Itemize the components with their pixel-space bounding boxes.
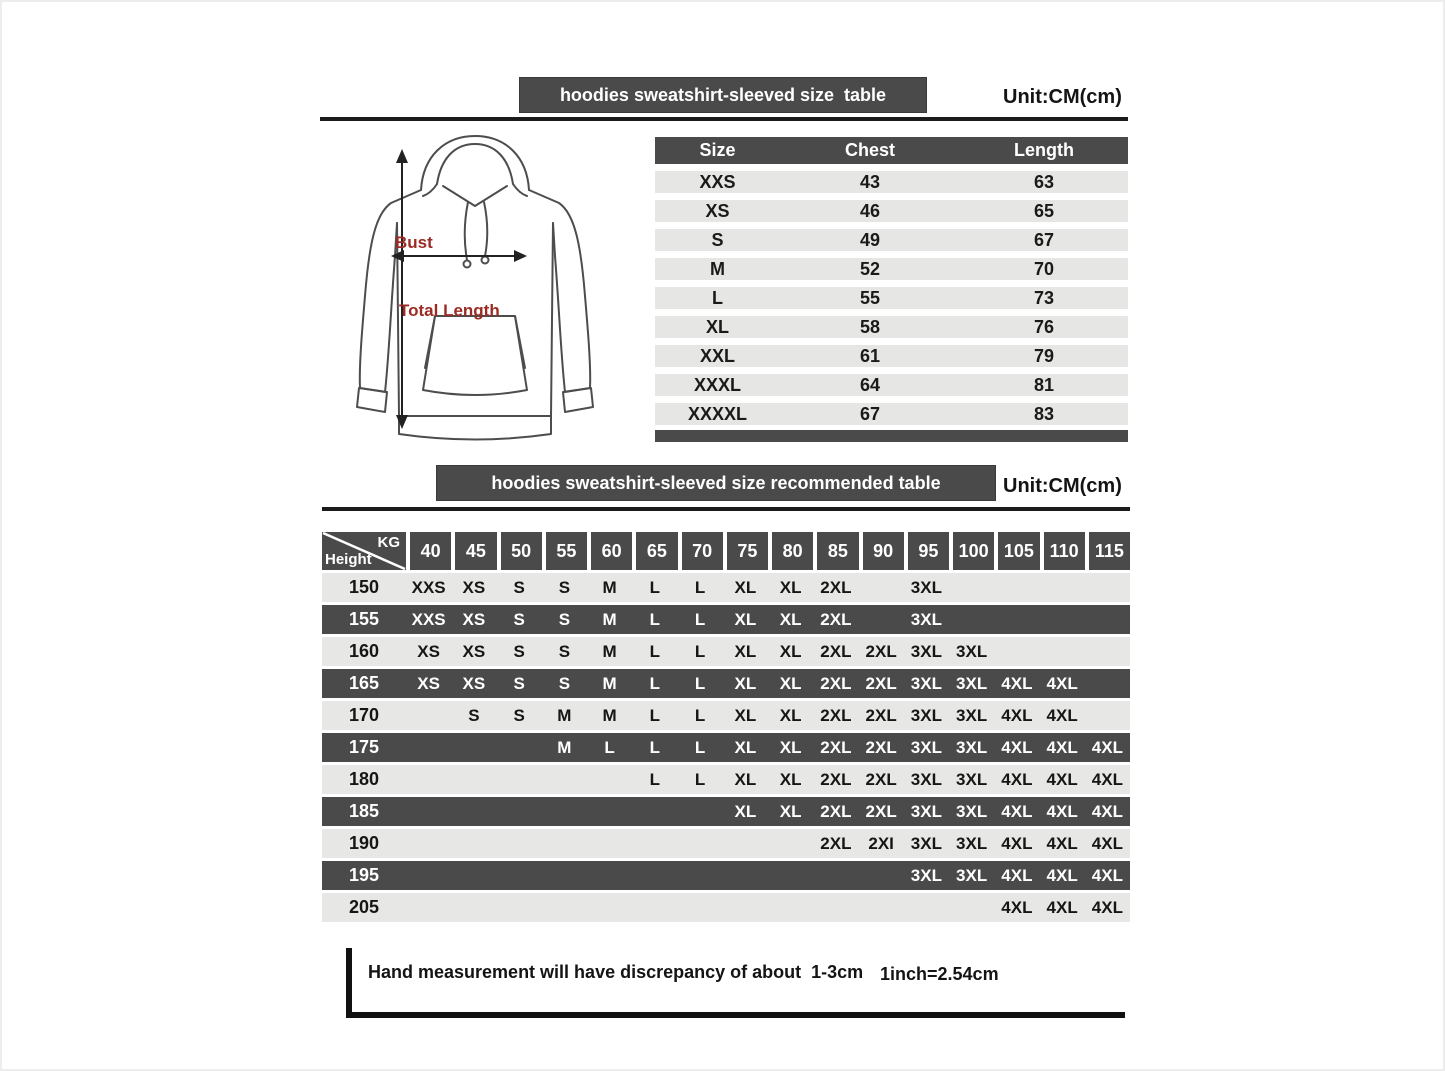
matrix-body [322, 573, 1130, 922]
total-length-label: Total Length [399, 301, 500, 320]
size-recommendation-cell: XXS [411, 577, 446, 597]
bust-label: Bust [395, 233, 433, 252]
drawstring-left-tip [464, 261, 471, 268]
size-recommendation-cell: 4XL [1091, 801, 1123, 821]
height-label: 185 [348, 801, 380, 821]
corner-kg-label: KG [377, 534, 400, 551]
size-recommendation-cell: 3XL [910, 641, 942, 661]
measurement-discrepancy-note: Hand measurement will have discrepancy of about 1-3cm [368, 962, 864, 982]
size-recommendation-cell: XL [734, 673, 757, 693]
size-recommendation-cell: 4XL [1046, 897, 1078, 917]
size-recommendation-cell: 3XL [956, 641, 988, 661]
kg-header-cell: 95 [908, 532, 949, 570]
size-recommendation-cell: 2XL [820, 769, 852, 789]
size-recommendation-cell: 3XL [956, 769, 988, 789]
cuff-right [563, 388, 593, 412]
size-recommendation-cell: 2XL [865, 641, 897, 661]
size-recommendation-cell: L [649, 705, 661, 725]
length-cell: 63 [1033, 171, 1055, 192]
size-table-banner-text: hoodies sweatshirt-sleeved size table [559, 84, 887, 105]
size-recommendation-cell: XXS [411, 609, 446, 629]
matrix-kg-header [322, 532, 1130, 570]
size-recommendation-cell: 2XI [868, 833, 894, 853]
size-cell: XXXXL [687, 403, 748, 424]
size-recommendation-cell: 4XL [1091, 737, 1123, 757]
size-recommendation-cell: 2XL [820, 673, 852, 693]
size-recommendation-cell: 4XL [1001, 897, 1033, 917]
inch-conversion-note: 1inch=2.54cm [880, 964, 999, 984]
size-recommendation-cell: XL [779, 641, 802, 661]
size-recommendation-cell: L [694, 737, 706, 757]
size-cell: XXS [699, 171, 736, 192]
size-recommendation-cell: XL [734, 641, 757, 661]
size-table-banner [520, 78, 926, 112]
size-recommendation-cell: 2XL [865, 801, 897, 821]
size-recommendation-cell: XS [462, 673, 486, 693]
chest-cell: 49 [859, 229, 881, 250]
size-recommendation-cell: L [649, 737, 661, 757]
recommended-size-matrix [322, 532, 1130, 922]
chest-cell: 43 [859, 171, 881, 192]
size-recommendation-cell: XL [779, 705, 802, 725]
hood-inner-rim [437, 144, 513, 184]
size-recommendation-cell: XS [462, 577, 486, 597]
size-recommendation-cell: XS [462, 641, 486, 661]
size-cell: XXL [699, 345, 735, 366]
length-cell: 83 [1033, 403, 1055, 424]
matrix-row-160 [322, 637, 1130, 666]
size-recommendation-cell: 4XL [1091, 833, 1123, 853]
size-recommendation-cell: 3XL [956, 705, 988, 725]
column-header-length: Length [1014, 140, 1074, 160]
height-label: 190 [348, 833, 380, 853]
kg-header-cell: 110 [1044, 532, 1085, 570]
length-cell: 81 [1033, 374, 1055, 395]
size-recommendation-cell: S [558, 641, 571, 661]
height-label: 155 [348, 609, 380, 629]
size-recommendation-cell: L [649, 769, 661, 789]
size-recommendation-cell: L [694, 705, 706, 725]
size-recommendation-cell: S [558, 673, 571, 693]
kg-header-cell: 90 [863, 532, 904, 570]
matrix-row-165 [322, 669, 1130, 698]
size-recommendation-cell: S [513, 705, 525, 725]
size-table-row [655, 229, 1128, 251]
size-table-header [655, 137, 1128, 164]
size-recommendation-cell: 3XL [910, 705, 942, 725]
size-recommendation-cell: M [602, 641, 617, 661]
kg-header-cell: 65 [636, 532, 677, 570]
size-recommendation-cell: 3XL [910, 673, 942, 693]
size-table-body [655, 171, 1128, 425]
size-table-row [655, 287, 1128, 309]
size-recommendation-cell: 4XL [1001, 833, 1033, 853]
size-recommendation-cell: XL [734, 737, 757, 757]
size-recommendation-cell: M [557, 705, 572, 725]
kg-header-cell: 75 [727, 532, 768, 570]
height-label: 205 [348, 897, 380, 917]
size-recommendation-cell: 3XL [910, 769, 942, 789]
size-cell: S [711, 229, 724, 250]
drawstring-right [484, 202, 487, 256]
divider-line-top [320, 117, 1128, 121]
size-recommendation-cell: M [557, 737, 572, 757]
height-label: 170 [348, 705, 380, 725]
size-cell: XS [705, 200, 730, 221]
size-recommendation-cell: 2XL [820, 737, 852, 757]
size-recommendation-cell: XS [462, 609, 486, 629]
size-recommendation-cell: S [558, 609, 571, 629]
size-table-row [655, 200, 1128, 222]
size-recommendation-cell: M [602, 609, 617, 629]
size-recommendation-cell: L [694, 641, 706, 661]
column-header-chest: Chest [844, 140, 895, 160]
recommended-table-banner [437, 466, 995, 500]
size-recommendation-cell: XL [734, 801, 757, 821]
size-recommendation-cell: S [513, 609, 525, 629]
sleeve-left [360, 190, 421, 392]
matrix-row-175 [322, 733, 1130, 762]
size-recommendation-cell: 4XL [1046, 737, 1078, 757]
drawstring-left [465, 202, 468, 260]
size-table-row [655, 374, 1128, 396]
height-label: 195 [348, 865, 380, 885]
kg-header-cell: 60 [591, 532, 632, 570]
size-table-footer-bar [655, 430, 1128, 442]
size-recommendation-cell: 2XL [820, 705, 852, 725]
size-recommendation-cell: 4XL [1046, 865, 1078, 885]
kangaroo-pocket [423, 316, 527, 395]
measurement-arrows [402, 161, 515, 418]
size-recommendation-cell: L [604, 737, 615, 757]
kg-header-cell: 115 [1089, 532, 1130, 570]
size-recommendation-cell: XS [417, 641, 440, 661]
chest-cell: 55 [859, 287, 881, 308]
kg-header-cell: 50 [501, 532, 542, 570]
size-recommendation-cell: 4XL [1001, 737, 1033, 757]
corner-height-label: Height [325, 551, 372, 568]
collar-v [443, 186, 507, 206]
height-label: 175 [348, 737, 380, 757]
size-recommendation-cell: 2XL [820, 801, 852, 821]
size-recommendation-cell: 3XL [910, 737, 942, 757]
matrix-row-180 [322, 765, 1130, 794]
size-recommendation-cell: L [649, 673, 661, 693]
size-recommendation-cell: 3XL [910, 577, 942, 597]
size-recommendation-cell: 3XL [956, 865, 988, 885]
matrix-row-205 [322, 893, 1130, 922]
size-recommendation-cell: L [694, 769, 706, 789]
size-recommendation-cell: XL [779, 673, 802, 693]
chest-cell: 52 [859, 258, 881, 279]
size-recommendation-cell: XL [779, 769, 802, 789]
matrix-row-150 [322, 573, 1130, 602]
size-table-row [655, 171, 1128, 193]
size-recommendation-cell: M [602, 705, 617, 725]
size-recommendation-cell: XL [734, 577, 757, 597]
size-recommendation-cell: 3XL [910, 865, 942, 885]
matrix-row-170 [322, 701, 1130, 730]
size-recommendation-cell: XL [779, 609, 802, 629]
length-cell: 65 [1033, 200, 1055, 221]
size-recommendation-cell: 3XL [956, 801, 988, 821]
size-recommendation-cell: 4XL [1091, 897, 1123, 917]
length-cell: 70 [1033, 258, 1055, 279]
size-recommendation-cell: 2XL [865, 705, 897, 725]
kg-header-cell: 70 [682, 532, 723, 570]
drawstring-right-tip [482, 257, 489, 264]
size-recommendation-cell: XL [734, 769, 757, 789]
kg-header-cell: 100 [953, 532, 994, 570]
size-recommendation-cell: 4XL [1046, 801, 1078, 821]
footer-left-bar [346, 948, 352, 1018]
size-recommendation-cell: 2XL [820, 609, 852, 629]
kg-header-cell: 105 [998, 532, 1039, 570]
size-recommendation-cell: 4XL [1046, 673, 1078, 693]
size-recommendation-cell: 4XL [1001, 769, 1033, 789]
size-recommendation-cell: 3XL [910, 609, 942, 629]
size-recommendation-cell: XS [417, 673, 440, 693]
divider-line-bottom [322, 507, 1130, 511]
size-table-row [655, 316, 1128, 338]
matrix-row-190 [322, 829, 1130, 858]
kg-header-cell: 40 [410, 532, 451, 570]
sleeve-right [529, 190, 590, 392]
length-cell: 76 [1033, 316, 1055, 337]
size-cell: M [710, 258, 725, 279]
size-recommendation-cell: 2XL [820, 641, 852, 661]
length-cell: 79 [1033, 345, 1055, 366]
size-recommendation-cell: 2XL [865, 737, 897, 757]
size-table-row [655, 403, 1128, 425]
size-table [655, 137, 1128, 442]
matrix-row-185 [322, 797, 1130, 826]
size-recommendation-cell: 4XL [1001, 673, 1033, 693]
size-recommendation-cell: 4XL [1046, 705, 1078, 725]
size-recommendation-cell: 3XL [956, 833, 988, 853]
unit-label-top: Unit:CM(cm) [1003, 86, 1122, 108]
kg-header-cell: 45 [455, 532, 496, 570]
unit-label-bottom: Unit:CM(cm) [1003, 475, 1122, 497]
length-cell: 73 [1033, 287, 1055, 308]
size-table-row [655, 345, 1128, 367]
size-recommendation-cell: 2XL [820, 833, 852, 853]
size-recommendation-cell: S [558, 577, 571, 597]
size-recommendation-cell: 4XL [1001, 801, 1033, 821]
size-recommendation-cell: S [513, 673, 525, 693]
size-recommendation-cell: S [513, 641, 525, 661]
size-recommendation-cell: 4XL [1091, 865, 1123, 885]
size-recommendation-cell: L [649, 641, 661, 661]
size-recommendation-cell: XL [779, 577, 802, 597]
size-recommendation-cell: 3XL [910, 833, 942, 853]
size-recommendation-cell: 2XL [820, 577, 852, 597]
size-recommendation-cell: S [513, 577, 525, 597]
chest-cell: 64 [859, 374, 881, 395]
size-recommendation-cell: 4XL [1046, 769, 1078, 789]
size-recommendation-cell: 4XL [1001, 865, 1033, 885]
kg-header-cell: 55 [546, 532, 587, 570]
size-recommendation-cell: 4XL [1001, 705, 1033, 725]
chest-cell: 67 [859, 403, 881, 424]
hem-band [399, 416, 551, 440]
height-label: 165 [348, 673, 380, 693]
footer-bottom-line [346, 1012, 1125, 1018]
size-recommendation-cell: XL [734, 609, 757, 629]
matrix-row-155 [322, 605, 1130, 634]
height-label: 150 [348, 577, 380, 597]
size-recommendation-cell: 2XL [865, 673, 897, 693]
cuff-left [357, 388, 387, 412]
size-recommendation-cell: 4XL [1046, 833, 1078, 853]
matrix-row-195 [322, 861, 1130, 890]
height-label: 160 [348, 641, 380, 661]
matrix-corner-cell [322, 532, 406, 570]
size-recommendation-cell: M [602, 673, 617, 693]
chest-cell: 61 [859, 345, 881, 366]
size-cell: XL [705, 316, 729, 337]
size-recommendation-cell: S [468, 705, 480, 725]
chest-cell: 58 [859, 316, 881, 337]
size-recommendation-cell: L [694, 673, 706, 693]
size-cell: L [712, 287, 723, 308]
size-recommendation-cell: XL [779, 737, 802, 757]
size-recommendation-cell: XL [779, 801, 802, 821]
kg-header-cell: 80 [772, 532, 813, 570]
size-recommendation-cell: L [694, 609, 706, 629]
height-label: 180 [348, 769, 380, 789]
hoodie-drawing [333, 128, 618, 458]
hoodie-diagram [333, 128, 618, 458]
length-cell: 67 [1033, 229, 1055, 250]
size-recommendation-cell: L [649, 577, 661, 597]
size-recommendation-cell: L [694, 577, 706, 597]
size-cell: XXXL [693, 374, 741, 395]
size-recommendation-cell: 4XL [1091, 769, 1123, 789]
chest-cell: 46 [859, 200, 881, 221]
recommended-table-banner-text: hoodies sweatshirt-sleeved size recommended table [491, 472, 941, 493]
size-recommendation-cell: L [649, 609, 661, 629]
size-recommendation-cell: 3XL [956, 737, 988, 757]
size-recommendation-cell: 3XL [910, 801, 942, 821]
size-recommendation-cell: M [602, 577, 617, 597]
size-recommendation-cell: 2XL [865, 769, 897, 789]
column-header-size: Size [699, 140, 736, 160]
size-recommendation-cell: 3XL [956, 673, 988, 693]
size-recommendation-cell: XL [734, 705, 757, 725]
kg-header-cell: 85 [817, 532, 858, 570]
size-table-row [655, 258, 1128, 280]
